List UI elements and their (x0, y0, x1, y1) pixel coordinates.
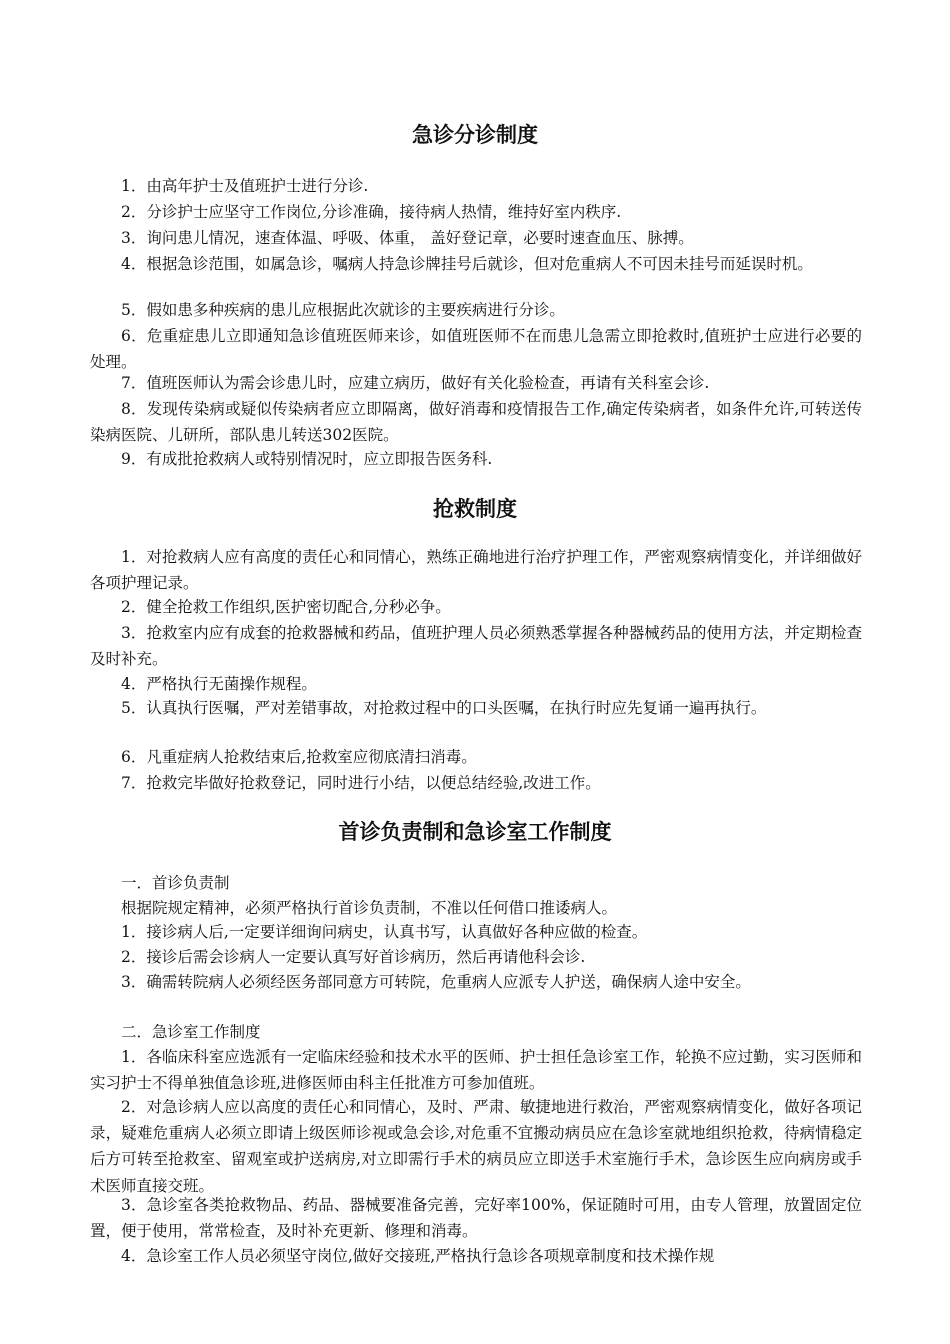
triage-item-1: 1．由高年护士及值班护士进行分诊. (121, 177, 369, 195)
triage-item-3: 3．询问患儿情况，速查体温、呼吸、体重， 盖好登记章，必要时速查血压、脉搏。 (121, 229, 694, 247)
rescue-item-2: 2．健全抢救工作组织,医护密切配合,分秒必争。 (121, 598, 451, 616)
triage-item-5: 5．假如患多种疾病的患儿应根据此次就诊的主要疾病进行分诊。 (121, 301, 565, 319)
first-visit-item-2: 2．接诊后需会诊病人一定要认真写好首诊病历，然后再请他科会诊. (121, 948, 586, 966)
triage-item-6: 6．危重症患儿立即通知急诊值班医师来诊，如值班医师不在而患儿急需立即抢救时,值班护士应进行必要的处理。 (90, 327, 862, 372)
section-title-first-visit: 首诊负责制和急诊室工作制度 (338, 819, 612, 844)
er-item-2: 2．对急诊病人应以高度的责任心和同情心，及时、严肃、敏捷地进行救治，严密观察病情变化，做好各项记录，疑难危重病人必须立即请上级医师诊视或急会诊,对危重不宜搬动病员应在急诊室就地组织抢救，待病情稳定后方可转至抢救室、留观室或护送病房,对立即需行手术的病员应立即送手术室施行手术，急诊医生应向病房或手术医师直接交班。 (90, 1098, 862, 1195)
first-visit-item-1: 1．接诊病人后,一定要详细询问病史，认真书写，认真做好各种应做的检查。 (121, 923, 648, 941)
triage-item-2: 2．分诊护士应坚守工作岗位,分诊准确，接待病人热情，维持好室内秩序. (121, 203, 622, 221)
rescue-item-7: 7．抢救完毕做好抢救登记，同时进行小结，以便总结经验,改进工作。 (121, 774, 601, 792)
rescue-item-5: 5．认真执行医嘱，严对差错事故，对抢救过程中的口头医嘱，在执行时应先复诵一遍再执行。 (121, 699, 767, 717)
rescue-item-3: 3．抢救室内应有成套的抢救器械和药品，值班护理人员必须熟悉掌握各种器械药品的使用方法，并定期检查及时补充。 (90, 624, 862, 669)
section-title-rescue: 抢救制度 (433, 496, 517, 521)
triage-item-4: 4．根据急诊范围，如属急诊，嘱病人持急诊牌挂号后就诊，但对危重病人不可因未挂号而延误时机。 (121, 255, 813, 273)
first-visit-item-3: 3．确需转院病人必须经医务部同意方可转院，危重病人应派专人护送，确保病人途中安全。 (121, 973, 751, 991)
first-visit-intro: 根据院规定精神，必须严格执行首诊负责制，不准以任何借口推诿病人。 (121, 899, 618, 917)
triage-item-9: 9．有成批抢救病人或特别情况时，应立即报告医务科. (121, 450, 493, 468)
rescue-item-1: 1．对抢救病人应有高度的责任心和同情心，熟练正确地进行治疗护理工作，严密观察病情变化，并详细做好各项护理记录。 (90, 548, 862, 593)
rescue-item-4: 4．严格执行无菌操作规程。 (121, 675, 317, 693)
triage-item-7: 7．值班医师认为需会诊患儿时，应建立病历，做好有关化验检查，再请有关科室会诊. (121, 374, 710, 392)
er-heading-2: 二．急诊室工作制度 (121, 1023, 261, 1041)
first-visit-heading-1: 一．首诊负责制 (121, 874, 230, 892)
er-item-3: 3．急诊室各类抢救物品、药品、器械要准备完善，完好率100%，保证随时可用，由专人管理，放置固定位置，便于使用，常常检查，及时补充更新、修理和消毒。 (90, 1196, 862, 1241)
er-item-4: 4．急诊室工作人员必须坚守岗位,做好交接班,严格执行急诊各项规章制度和技术操作规 (121, 1247, 715, 1265)
section-title-triage: 急诊分诊制度 (412, 122, 538, 147)
triage-item-8: 8．发现传染病或疑似传染病者应立即隔离，做好消毒和疫情报告工作,确定传染病者，如条件允许,可转送传染病医院、儿研所，部队患儿转送302医院。 (90, 400, 862, 445)
er-item-1: 1．各临床科室应选派有一定临床经验和技术水平的医师、护士担任急诊室工作，轮换不应过勤，实习医师和实习护士不得单独值急诊班,进修医师由科主任批准方可参加值班。 (90, 1048, 862, 1093)
rescue-item-6: 6．凡重症病人抢救结束后,抢救室应彻底清扫消毒。 (121, 748, 477, 766)
